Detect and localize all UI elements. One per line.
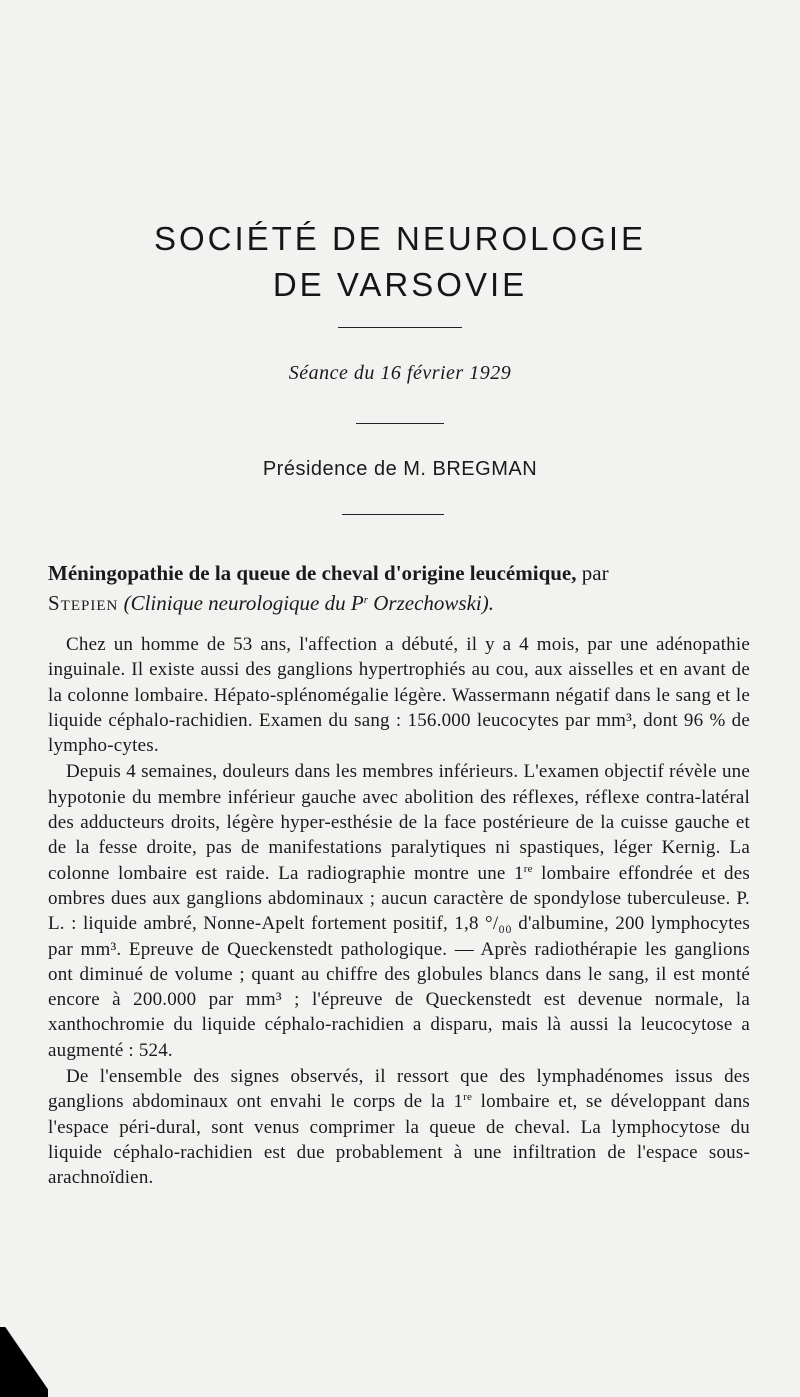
article-heading: [48, 558, 750, 618]
paragraph-text: lombaire et, se développant dans l'espace péri-dural, sont venus comprimer la queue de cheval. La lymphocytose du liquide céphalo-rachidien est due probablement à une infiltration de l'espace sous-arachnoïdien.: [48, 1091, 750, 1189]
superscript-ordinal: re: [463, 1091, 473, 1104]
scan-shadow: [0, 1327, 48, 1397]
article-title-by: par: [581, 561, 609, 585]
society-title-line1: SOCIÉTÉ DE NEUROLOGIE: [153, 220, 647, 257]
paragraph-text: De l'ensemble des signes observés, il ressort que des lymphadénomes issus des ganglions abdominaux ont envahi le corps de la 1: [48, 1066, 750, 1113]
session-date: Séance du 16 février 1929: [288, 362, 512, 384]
superscript-ordinal: re: [523, 862, 533, 875]
article-affiliation: [124, 591, 494, 615]
article-body: [48, 632, 750, 1191]
paragraph-text: lombaire effondrée et des ombres dues aux ganglions abdominaux ; aucun caractère de spondylose tuberculeuse. P. L. : liquide ambré, Nonne-Apelt fortement positif, 1,8 °/₀₀ d'albumine, 200 lymphocytes par mm³. Epreuve de Queckenstedt pathologique. — Après radiothérapie les ganglions ont diminué de volume ; quant au chiffre des globules blancs dans le sang, il est monté encore à 200.000 par mm³ ; l'épreuve de Queckenstedt est devenue normale, la xanthochromie du liquide céphalo-rachidien a disparu, mais là aussi la leucocytose a augmenté : 524.: [48, 862, 750, 1061]
divider-rule: [356, 423, 444, 424]
presidency-line: Présidence de M. BREGMAN: [262, 458, 538, 480]
society-title-line2: DE VARSOVIE: [272, 266, 528, 303]
affiliation-text-end: Orzechowski).: [367, 591, 494, 615]
paragraph-case-history: Chez un homme de 53 ans, l'affection a débuté, il y a 4 mois, par une adénopathie inguinale. Il existe aussi des ganglions hypertrophiés au cou, aux aisselles et en avant de la colonne lombaire. Hépato-splénomégalie légère. Wassermann négatif dans le sang et le liquide céphalo-rachidien. Examen du sang : 156.000 leucocytes par mm³, dont 96 % de lympho-cytes.: [48, 634, 750, 757]
affiliation-text: (Clinique neurologique du P: [123, 591, 364, 615]
paragraph-conclusion: [48, 1064, 750, 1190]
affiliation-superscript: r: [363, 594, 368, 606]
paragraph-examination: [48, 759, 750, 1063]
article-title: Méningopathie de la queue de cheval d'origine leucémique,: [48, 561, 577, 585]
divider-rule: [342, 514, 444, 515]
divider-rule: [338, 327, 462, 328]
paragraph-text: Depuis 4 semaines, douleurs dans les membres inférieurs. L'examen objectif révèle une hypotonie du membre inférieur gauche avec abolition des réflexes, réflexe contra-latéral des adducteurs droits, légère hyper-esthésie de la face postérieure de la cuisse gauche et de la fesse droite, pas de manifestations paralytiques ni spastiques, léger Kernig. La colonne lombaire est raide. La radiographie montre une 1: [48, 761, 750, 884]
article-author: Stepien: [48, 591, 119, 615]
